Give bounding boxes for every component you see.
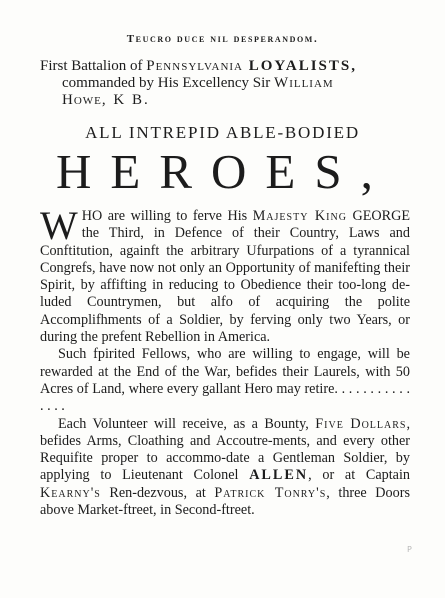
allen-name: ALLEN bbox=[249, 467, 309, 484]
battalion-line2: commanded by His Excellency Sir William bbox=[62, 75, 334, 91]
howe-word: Howe bbox=[62, 92, 102, 108]
tonry-name: Patrick Tonry's bbox=[214, 484, 327, 501]
paragraph-2: Such fpirited Fellows, who are willing to engage, will be rewarded at the End of the War, befides their Laurels, with 50 Acres of Land, where every gallant Hero may retire. . . . . . . . . . . . . . . bbox=[40, 346, 410, 415]
pennsylvania-word: Pennsylvania bbox=[146, 58, 243, 74]
body-text bbox=[40, 203, 411, 519]
motto: Teucro duce nil desperandom. bbox=[126, 33, 319, 45]
corner-mark: P bbox=[407, 545, 412, 554]
loyalists-word: LOYALISTS, bbox=[243, 58, 357, 74]
kearny-name: Kearny's bbox=[40, 484, 101, 501]
five-word: Five bbox=[315, 415, 344, 432]
george-word: GEORGE bbox=[352, 208, 411, 224]
battalion-line1: First Battalion of Pennsylvania LOYALISTS, bbox=[40, 58, 357, 74]
paragraph-3: Each Volunteer will receive, as a Bounty, Five Dollars, befides Arms, Cloathing and Accoutre-ments, and every other Requifite proper to accommo-date a Gentleman Soldier, by applying to Lieutenant Colonel ALLEN, or at Captain Kearny's Ren-dezvous, at Patrick Tonry's, three Doors above Market-ftreet, in Second-ftreet. bbox=[40, 415, 411, 519]
drop-cap: W bbox=[40, 203, 78, 248]
battalion-heading bbox=[40, 58, 410, 109]
main-heading: HEROES, bbox=[56, 144, 392, 199]
paragraph-1: WHO are willing to ferve His Majesty King GEORGE the Third, in Defence of their Country, Laws and Conftitution, againft the arbitrary Ufurpations of a tyrannical Congrefs, have now not only an Opportunity of manifefting their Spirit, by affifting in reducing to Obedience their too-long de-luded Countrymen, but alfo of acquiring the polite Accomplifhments of a Soldier, by ferving only two Years, or during the prefent Rebellion in America. bbox=[40, 203, 411, 346]
battalion-line3: Howe, K B. bbox=[62, 92, 150, 108]
subheading: ALL INTREPID ABLE-BODIED bbox=[85, 123, 360, 142]
majesty-king: Majesty King bbox=[252, 208, 347, 224]
dollars-word: Dollars bbox=[350, 415, 407, 432]
william-word: William bbox=[274, 75, 334, 91]
